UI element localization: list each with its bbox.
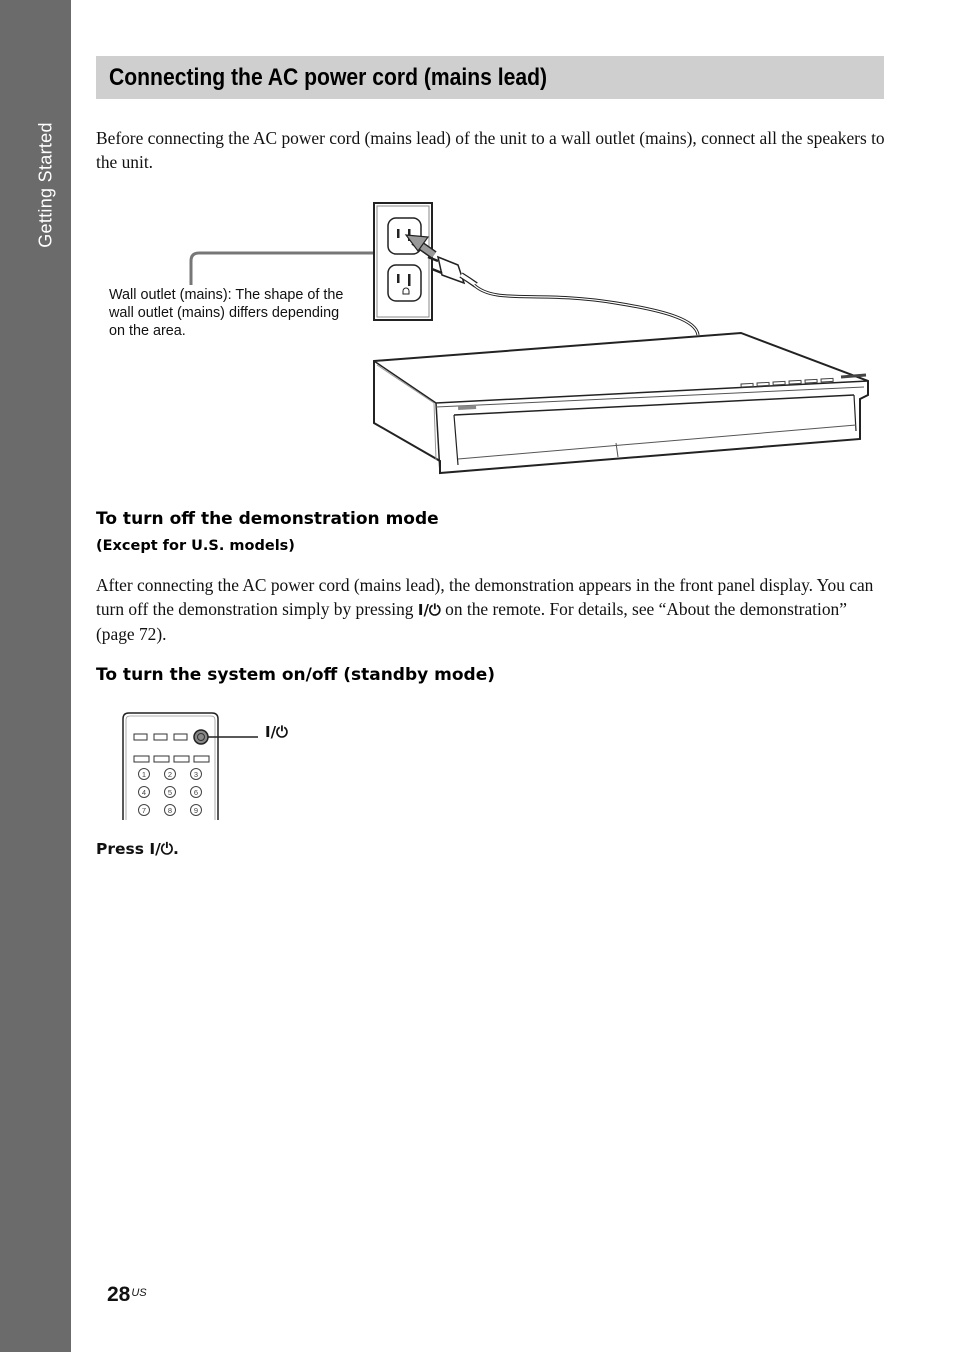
press-instruction: Press I/⏻. <box>96 840 179 858</box>
demo-heading: To turn off the demonstration mode <box>96 509 439 529</box>
remote-numeric-keypad <box>139 769 202 816</box>
remote-key-label: 6 <box>193 788 199 797</box>
remote-key-label: 5 <box>167 788 173 797</box>
remote-key-label: 1 <box>141 770 147 779</box>
remote-key-label: 9 <box>193 806 199 815</box>
remote-key-top-2 <box>154 734 167 740</box>
page-number-suffix: US <box>131 1287 147 1299</box>
remote-key-label: 8 <box>167 806 173 815</box>
remote-key-top-3 <box>174 734 187 740</box>
section-tab-label: Getting Started <box>35 122 56 248</box>
demo-text-part2: on the remote. For details, see “About the demonstration” (page 72). <box>96 599 847 644</box>
power-symbol-inline: I/⏻ <box>417 601 441 619</box>
intro-paragraph: Before connecting the AC power cord (mains lead) of the unit to a wall outlet (mains), connect all the speakers to the unit. <box>96 128 885 172</box>
remote-diagram <box>96 710 356 825</box>
remote-key-label: 3 <box>193 770 199 779</box>
remote-key-label: 2 <box>167 770 173 779</box>
callout-line <box>191 253 383 285</box>
side-tab <box>0 0 71 1352</box>
remote-key-label: 4 <box>141 788 147 797</box>
remote-body <box>123 713 218 820</box>
demo-subheading: (Except for U.S. models) <box>96 538 295 554</box>
outlet-diagram <box>96 195 886 485</box>
outlet-socket-lower <box>388 265 421 301</box>
remote-key-label: 7 <box>141 806 147 815</box>
outlet-illustration <box>96 195 886 485</box>
page-number-value: 28 <box>107 1283 131 1306</box>
demo-text-part1: After connecting the AC power cord (mains lead), the demonstration appears in the front panel display. You can turn off the demonstration simply by pressing <box>96 575 874 619</box>
standby-heading: To turn the system on/off (standby mode) <box>96 665 496 685</box>
power-cord <box>474 285 698 335</box>
page-title: Connecting the AC power cord (mains lead) <box>109 63 548 91</box>
remote-key-top-1 <box>134 734 147 740</box>
power-button <box>194 730 208 744</box>
remote-illustration <box>96 710 356 825</box>
power-button-label: I/⏻ <box>265 723 288 741</box>
page-number <box>107 1283 147 1307</box>
outlet-callout-text: Wall outlet (mains): The shape of the wall outlet (mains) differs depending on the area. <box>109 287 344 339</box>
power-plug <box>438 257 464 283</box>
demo-paragraph <box>96 573 886 646</box>
section-title-bar <box>96 56 884 99</box>
